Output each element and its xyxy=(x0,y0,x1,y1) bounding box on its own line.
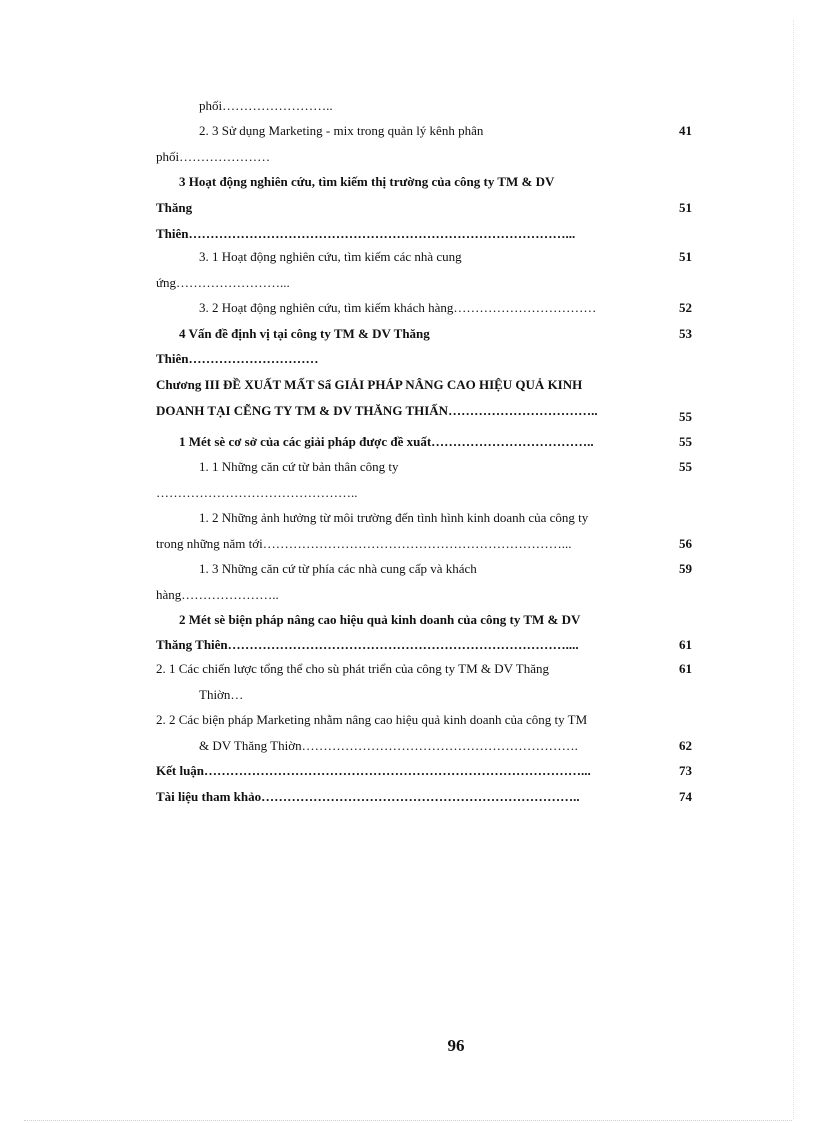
toc-line-2: 2. 3 Sử dụng Marketing - mix trong quản lý kênh phân xyxy=(199,123,484,138)
toc-line-5: Thăng xyxy=(156,200,193,215)
toc-line-4: 3 Hoạt động nghiên cứu, tìm kiếm thị trường của công ty TM & DV xyxy=(179,174,555,189)
toc-line-8: ứng……………………... xyxy=(156,275,290,290)
toc-line-6-text: Thiên……………………………………………………………………………... xyxy=(156,226,576,241)
page-number: 96 xyxy=(447,1036,465,1055)
toc-line-13: DOANH TẠI CẼNG TY TM & DV THĂNG THIẤN…………………………….. xyxy=(156,403,598,418)
toc-line-12: Chương III ĐỀ XUẤT MẤT Sẩ GIẢI PHÁP NÂNG CAO HIỆU QUẢ KINH xyxy=(156,377,583,392)
toc-line-16: ……………………………………….. xyxy=(156,485,358,500)
toc-line-24: Thiờn… xyxy=(199,687,244,702)
toc-line-10: 4 Vấn đề định vị tại công ty TM & DV Thăng xyxy=(179,326,430,341)
toc-line-25: 2. 2 Các biện pháp Marketing nhằm nâng cao hiệu quả kinh doanh của công ty TM xyxy=(156,712,588,727)
toc-page-number: 51 xyxy=(679,200,692,215)
toc-line-6 xyxy=(156,226,575,242)
toc-line-9: 3. 2 Hoạt động nghiên cứu, tìm kiếm khách hàng…………………………… xyxy=(199,300,597,315)
toc-page-number: 55 xyxy=(679,459,692,474)
page-margin-divider xyxy=(793,20,794,1119)
toc-line-18: trong những năm tới……………………………………………………………... xyxy=(156,536,572,551)
toc-page-number: 52 xyxy=(679,300,692,315)
toc-page-number: 61 xyxy=(679,661,692,676)
toc-page-number: 55 xyxy=(679,434,692,449)
toc-line-11: Thiên………………………… xyxy=(156,351,319,366)
toc-line-15: 1. 1 Những căn cứ từ bản thân công ty xyxy=(199,459,399,474)
toc-line-20: hàng………………….. xyxy=(156,587,279,602)
toc-page-number: 74 xyxy=(679,789,692,804)
toc-line-22: Thăng Thiên…………………………………………………………………….... xyxy=(156,637,579,652)
toc-line-28: Tài liệu tham khảo……………………………………………………………….. xyxy=(156,789,580,804)
toc-line-27: Kết luận……………………………………………………………………………... xyxy=(156,763,591,778)
toc-line-21: 2 Mét sè biện pháp nâng cao hiệu quả kinh doanh của công ty TM & DV xyxy=(179,612,581,627)
toc-page-number: 56 xyxy=(679,536,692,551)
toc-line-7: 3. 1 Hoạt động nghiên cứu, tìm kiếm các nhà cung xyxy=(199,249,462,264)
toc-line-17: 1. 2 Những ảnh hưởng từ môi trường đến tình hình kinh doanh của công ty xyxy=(199,510,589,525)
toc-page-number: 41 xyxy=(679,123,692,138)
toc-page-number: 59 xyxy=(679,561,692,576)
toc-line-23: 2. 1 Các chiến lược tổng thể cho sù phát triển của công ty TM & DV Thăng xyxy=(156,661,550,676)
toc-page-number: 62 xyxy=(679,738,692,753)
page-edge-divider xyxy=(24,1120,792,1121)
toc-line-26: & DV Thăng Thiờn………………………………………………………. xyxy=(199,738,578,753)
toc-page-number: 73 xyxy=(679,763,692,778)
toc-line-14: 1 Mét sè cơ sở của các giải pháp được đề xuất……………………………….. xyxy=(179,434,594,449)
toc-line-19: 1. 3 Những căn cứ từ phía các nhà cung cấp và khách xyxy=(199,561,477,576)
toc-line-3: phối………………… xyxy=(156,149,271,164)
toc-line-1: phối…………………….. xyxy=(199,98,333,113)
toc-page-number: 61 xyxy=(679,637,692,652)
toc-page-number: 53 xyxy=(679,326,692,341)
toc-page-number: 51 xyxy=(679,249,692,264)
toc-page-number: 55 xyxy=(679,409,692,424)
